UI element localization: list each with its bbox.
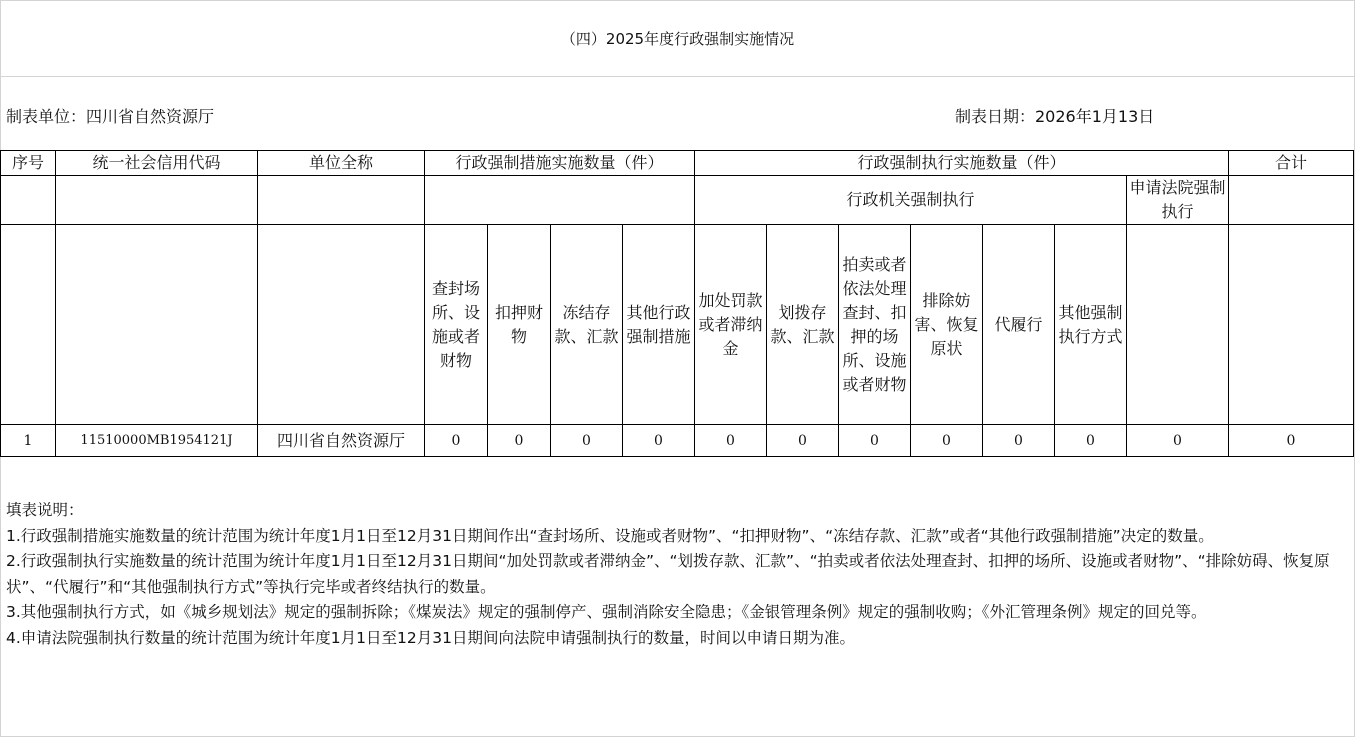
reporting-unit: 制表单位：四川省自然资源厅 — [6, 107, 215, 126]
header-exec-auction: 拍卖或者依法处理查封、扣押的场所、设施或者财物 — [839, 225, 911, 425]
header-measures-group: 行政强制措施实施数量（件） — [425, 151, 695, 176]
blank-cell — [56, 176, 258, 225]
value-cell: 0 — [551, 425, 623, 457]
total-cell: 0 — [1229, 425, 1354, 457]
header-measure-other: 其他行政强制措施 — [623, 225, 695, 425]
header-court-exec: 申请法院强制执行 — [1127, 176, 1229, 225]
value-cell: 0 — [839, 425, 911, 457]
blank-cell — [425, 176, 695, 225]
header-exec-remove-obstruction: 排除妨害、恢复原状 — [911, 225, 983, 425]
blank-cell — [1229, 176, 1354, 225]
header-exec-other: 其他强制执行方式 — [1055, 225, 1127, 425]
header-measure-freeze: 冻结存款、汇款 — [551, 225, 623, 425]
header-row-3 — [1, 225, 1354, 425]
blank-cell — [1, 176, 56, 225]
row-seq: 1 — [1, 425, 56, 457]
blank-cell — [258, 225, 425, 425]
header-exec-transfer: 划拨存款、汇款 — [767, 225, 839, 425]
table-row — [1, 425, 1354, 457]
header-row-2 — [1, 176, 1354, 225]
value-cell: 0 — [1127, 425, 1229, 457]
value-cell: 0 — [983, 425, 1055, 457]
header-exec-substitute: 代履行 — [983, 225, 1055, 425]
value-cell: 0 — [1055, 425, 1127, 457]
value-cell: 0 — [623, 425, 695, 457]
blank-cell — [1127, 225, 1229, 425]
report-date: 制表日期：2026年1月13日 — [955, 107, 1155, 126]
header-measure-seal: 查封场所、设施或者财物 — [425, 225, 488, 425]
page-title: （四）2025年度行政强制实施情况 — [560, 30, 795, 48]
value-cell: 0 — [695, 425, 767, 457]
blank-cell — [1229, 225, 1354, 425]
value-cell: 0 — [488, 425, 551, 457]
value-cell: 0 — [767, 425, 839, 457]
note-item: 4.申请法院强制执行数量的统计范围为统计年度1月1日至12月31日期间向法院申请强制执行的数量，时间以申请日期为准。 — [6, 628, 855, 647]
title-divider — [0, 76, 1355, 77]
header-name: 单位全称 — [258, 151, 425, 176]
header-agency-exec: 行政机关强制执行 — [695, 176, 1127, 225]
header-row-1 — [1, 151, 1354, 176]
fill-instructions — [6, 498, 1348, 652]
header-measure-seize: 扣押财物 — [488, 225, 551, 425]
header-exec-penalty: 加处罚款或者滞纳金 — [695, 225, 767, 425]
note-item: 1.行政强制措施实施数量的统计范围为统计年度1月1日至12月31日期间作出“查封场所、设施或者财物”、“扣押财物”、“冻结存款、汇款”或者“其他行政强制措施”决定的数量。 — [6, 526, 1214, 545]
blank-cell — [1, 225, 56, 425]
header-total: 合计 — [1229, 151, 1354, 176]
header-code: 统一社会信用代码 — [56, 151, 258, 176]
enforcement-table — [0, 150, 1354, 457]
row-credit-code: 11510000MB1954121J — [56, 425, 258, 457]
value-cell: 0 — [911, 425, 983, 457]
value-cell: 0 — [425, 425, 488, 457]
note-item: 2.行政强制执行实施数量的统计范围为统计年度1月1日至12月31日期间“加处罚款或者滞纳金”、“划拨存款、汇款”、“拍卖或者依法处理查封、扣押的场所、设施或者财物”、“排除妨碍、恢复原状”、“代履行”和“其他强制执行方式”等执行完毕或者终结执行的数量。 — [6, 552, 1330, 596]
note-item: 3.其他强制执行方式，如《城乡规划法》规定的强制拆除；《煤炭法》规定的强制停产、强制消除安全隐患；《金银管理条例》规定的强制收购；《外汇管理条例》规定的回兑等。 — [6, 603, 1207, 622]
header-seq: 序号 — [1, 151, 56, 176]
notes-heading: 填表说明： — [6, 501, 84, 519]
blank-cell — [258, 176, 425, 225]
row-unit-name: 四川省自然资源厅 — [258, 425, 425, 457]
header-execution-group: 行政强制执行实施数量（件） — [695, 151, 1229, 176]
blank-cell — [56, 225, 258, 425]
